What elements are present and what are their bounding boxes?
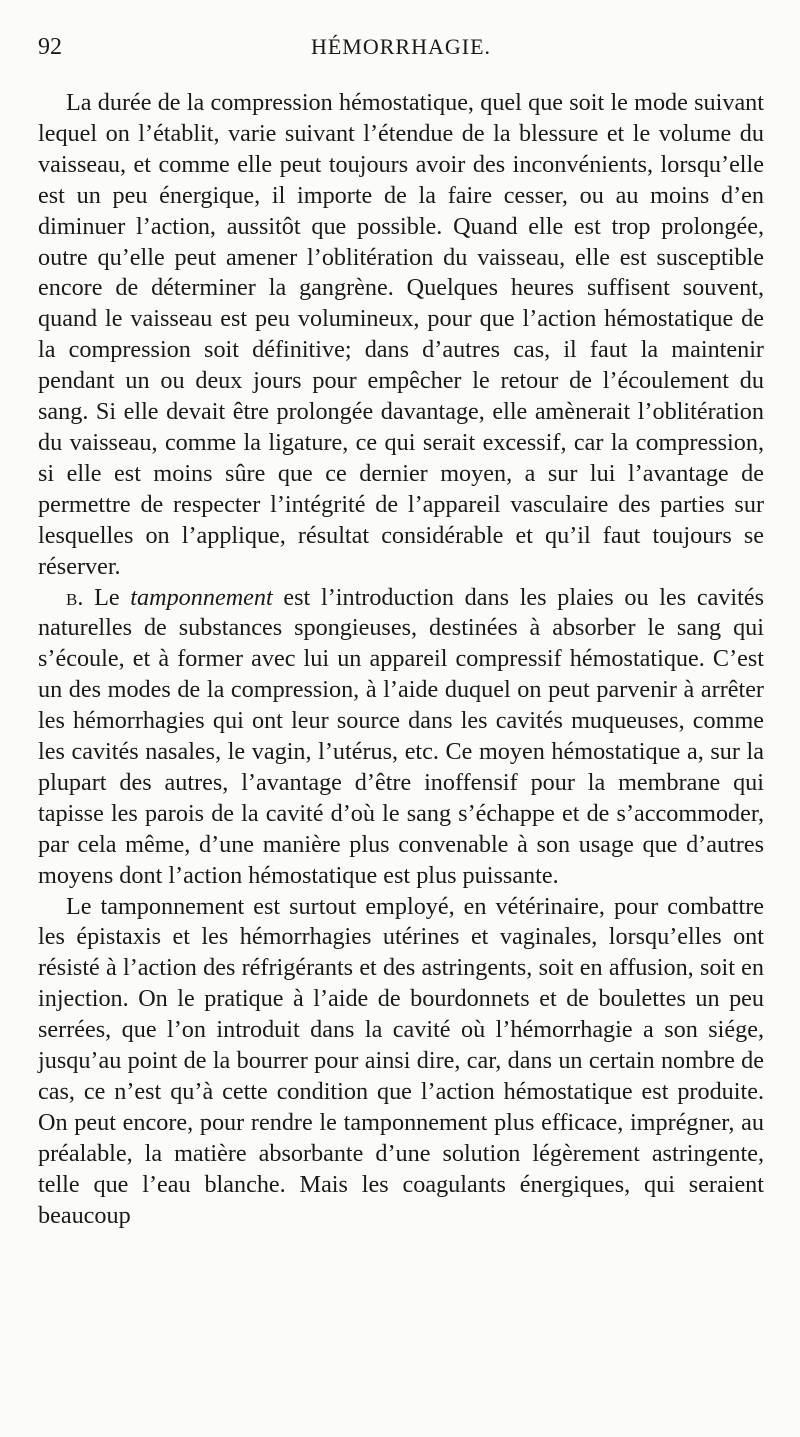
paragraph-compression-duration: La durée de la compression hémostatique, quel que soit le mode suivant lequel on l’établit, varie suivant l’étendue de la blessure et le volume du vaisseau, et comme elle peut toujours avoir des inconvénients, lorsqu’elle est un peu énergique, il importe de la faire cesser, ou au moins d’en diminuer l’action, aussitôt que possible. Quand elle est trop prolongée, outre qu’elle peut amener l’oblitération du vaisseau, elle est susceptible encore de déterminer la gangrène. Quelques heures suffisent souvent, quand le vaisseau est peu volumineux, pour que l’action hémostatique de la compression soit définitive; dans d’autres cas, il faut la maintenir pendant un ou deux jours pour empêcher le retour de l’écoulement du sang. Si elle devait être prolongée davantage, elle amènerait l’oblitération du vaisseau, comme la ligature, ce qui serait excessif, car la compression, si elle est moins sûre que ce dernier moyen, a sur lui l’avantage de permettre de respecter l’intégrité de l’appareil vasculaire des parties sur lesquelles on l’applique, résultat considérable et qu’il faut toujours se réserver. [38,89,764,580]
page-number: 92 [38,34,62,60]
body-text [38,88,764,1232]
paragraph-tamponnement-use: Le tamponnement est surtout employé, en vétérinaire, pour combattre les épistaxis et les hémorrhagies utérines et vaginales, lorsqu’elles ont résisté à l’action des réfrigérants et des astringents, soit en affusion, soit en injection. On le pratique à l’aide de bourdonnets et de boulettes un peu serrées, que l’on introduit dans la cavité où l’hémorrhagie a son siége, jusqu’au point de la bourrer pour ainsi dire, car, dans un certain nombre de cas, ce n’est qu’à cette condition que l’action hémostatique est produite. On peut encore, pour rendre le tamponnement plus efficace, imprégner, au préalable, la matière absorbante d’une solution légèrement astringente, telle que l’eau blanche. Mais les coagulants énergiques, qui seraient beaucoup [38,892,764,1229]
running-title: HÉMORRHAGIE. [310,34,492,59]
page-header [38,30,764,66]
section-marker: b. [66,583,84,611]
paragraph-tamponnement-definition [38,583,764,892]
defined-term: tamponnement [130,583,273,611]
paragraph-body: est l’introduction dans les plaies ou les cavités naturelles de substances spongieuses, destinées à absorber le sang qui s’écoule, et à former avec lui un appareil compressif hémostatique. C’est un des modes de la compression, à l’aide duquel on peut parvenir à arrêter les hémorrhagies qui ont leur source dans les cavités muqueuses, comme les cavités nasales, le vagin, l’utérus, etc. Ce moyen hémostatique a, sur la plupart des autres, l’avantage d’être inoffensif pour la membrane qui tapisse les parois de la cavité d’où le sang s’échappe et de s’accommoder, par cela même, d’une manière plus convenable à son usage que d’autres moyens dont l’action hémostatique est plus puissante. [38,583,764,889]
paragraph-lead: Le [83,583,131,611]
